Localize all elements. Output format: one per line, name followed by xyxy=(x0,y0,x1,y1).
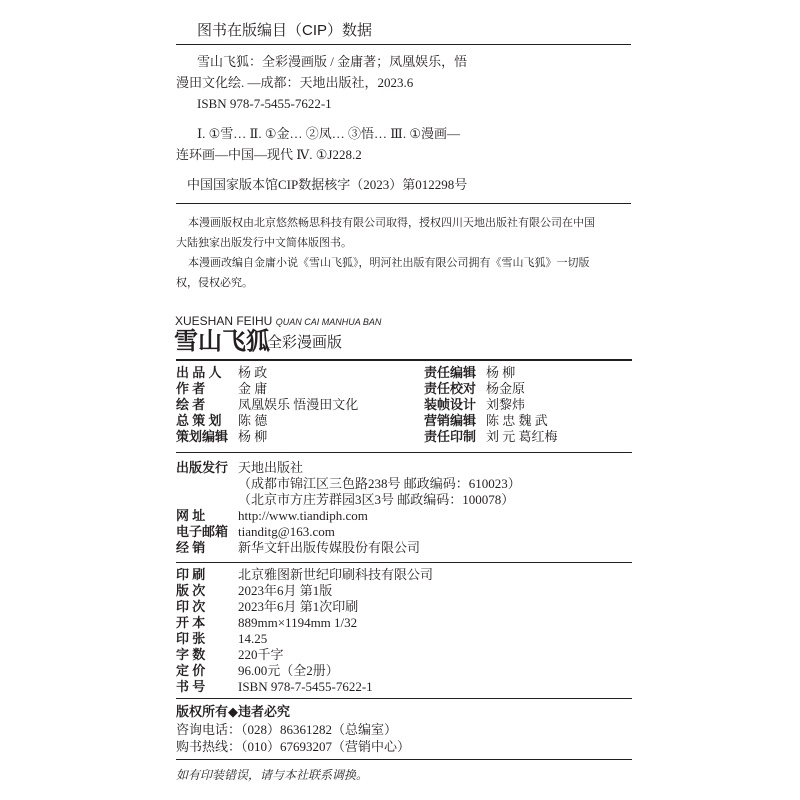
printing-row: 版 次 2023年6月 第1版 xyxy=(176,583,333,598)
cip-classification-line-2: 连环画—中国—现代 Ⅳ. ①J228.2 xyxy=(176,147,362,162)
printing-row: 印 张 14.25 xyxy=(176,631,268,646)
cip-rule-bottom xyxy=(176,203,631,204)
cip-classification-line-1: Ⅰ. ①雪… Ⅱ. ①金… ②凤… ③悟… Ⅲ. ①漫画— xyxy=(197,126,460,141)
publisher-row: 网 址 http://www.tiandiph.com xyxy=(176,508,368,523)
printing-row: 定 价 96.00元（全2册） xyxy=(176,663,339,678)
credit-row: 营销编辑 陈 忠 魏 武 xyxy=(424,413,548,428)
credit-row: 作 者 金 庸 xyxy=(176,381,268,396)
cip-entry-line-2: 漫田文化绘. —成都：天地出版社，2023.6 xyxy=(176,75,414,90)
credit-row: 总 策 划 陈 德 xyxy=(176,413,268,428)
credits-rule xyxy=(176,452,632,453)
printing-row: 印 刷 北京雅图新世纪印刷科技有限公司 xyxy=(176,567,434,582)
cip-rule-top xyxy=(176,44,631,45)
credit-row: 责任校对 杨金原 xyxy=(424,381,526,396)
printing-rule xyxy=(176,698,632,699)
title-pinyin-sub: QUAN CAI MANHUA BAN xyxy=(275,317,382,327)
publisher-row: 经 销 新华文轩出版传媒股份有限公司 xyxy=(176,540,421,555)
edition-label: 全彩漫画版 xyxy=(267,334,343,351)
consult-phone: 咨询电话：（028）86361282（总编室） xyxy=(176,722,398,737)
adaptation-notice-line-2: 权，侵权必究。 xyxy=(176,277,253,289)
cip-entry-line-1: 雪山飞狐：全彩漫画版 / 金庸著；凤凰娱乐，悟 xyxy=(197,54,468,69)
cip-isbn: ISBN 978-7-5455-7622-1 xyxy=(197,96,332,111)
publisher-rule xyxy=(176,562,632,563)
license-notice-line-2: 大陆独家出版发行中文简体版图书。 xyxy=(176,237,352,249)
publisher-row: 电子邮箱 tianditg@163.com xyxy=(176,524,335,539)
credit-row: 出 品 人 杨 政 xyxy=(176,365,268,380)
printing-row: 字 数 220千字 xyxy=(176,647,284,662)
printing-row: 书 号 ISBN 978-7-5455-7622-1 xyxy=(176,679,373,694)
rights-heading: 版权所有◆违者必究 xyxy=(176,704,290,719)
book-title: 雪山飞狐 xyxy=(174,329,270,355)
credit-row: 策划编辑 杨 柳 xyxy=(176,429,268,444)
credit-row: 责任编辑 杨 柳 xyxy=(424,365,516,380)
publisher-row: 出版发行 天地出版社 xyxy=(176,460,304,475)
title-pinyin xyxy=(175,314,381,329)
license-notice-line-1: 本漫画版权由北京悠然畅思科技有限公司取得，授权四川天地出版社有限公司在中国 xyxy=(188,217,595,229)
printing-row: 开 本 889mm×1194mm 1/32 xyxy=(176,615,358,630)
cip-heading: 图书在版编目（CIP）数据 xyxy=(197,22,373,39)
printing-row: 印 次 2023年6月 第1次印刷 xyxy=(176,599,359,614)
sales-hotline: 购书热线：（010）67693207（营销中心） xyxy=(176,739,411,754)
credit-row: 装帧设计 刘黎炜 xyxy=(424,397,526,412)
credit-row: 绘 者 凤凰娱乐 悟漫田文化 xyxy=(176,397,359,412)
publisher-address-row: （北京市方庄芳群园3区3号 邮政编码：100078） xyxy=(238,492,515,507)
credit-row: 责任印制 刘 元 葛红梅 xyxy=(424,429,558,444)
adaptation-notice-line-1: 本漫画改编自金庸小说《雪山飞狐》，明河社出版有限公司拥有《雪山飞狐》一切版 xyxy=(188,257,590,269)
publisher-address-row: （成都市锦江区三色路238号 邮政编码：610023） xyxy=(238,476,521,491)
title-rule xyxy=(176,359,632,361)
defect-replacement-note: 如有印装错误，请与本社联系调换。 xyxy=(176,768,369,782)
rights-rule xyxy=(176,759,632,760)
cip-record-number: 中国国家版本馆CIP数据核字（2023）第012298号 xyxy=(187,177,468,192)
title-pinyin-main: XUESHAN FEIHU xyxy=(175,314,273,328)
